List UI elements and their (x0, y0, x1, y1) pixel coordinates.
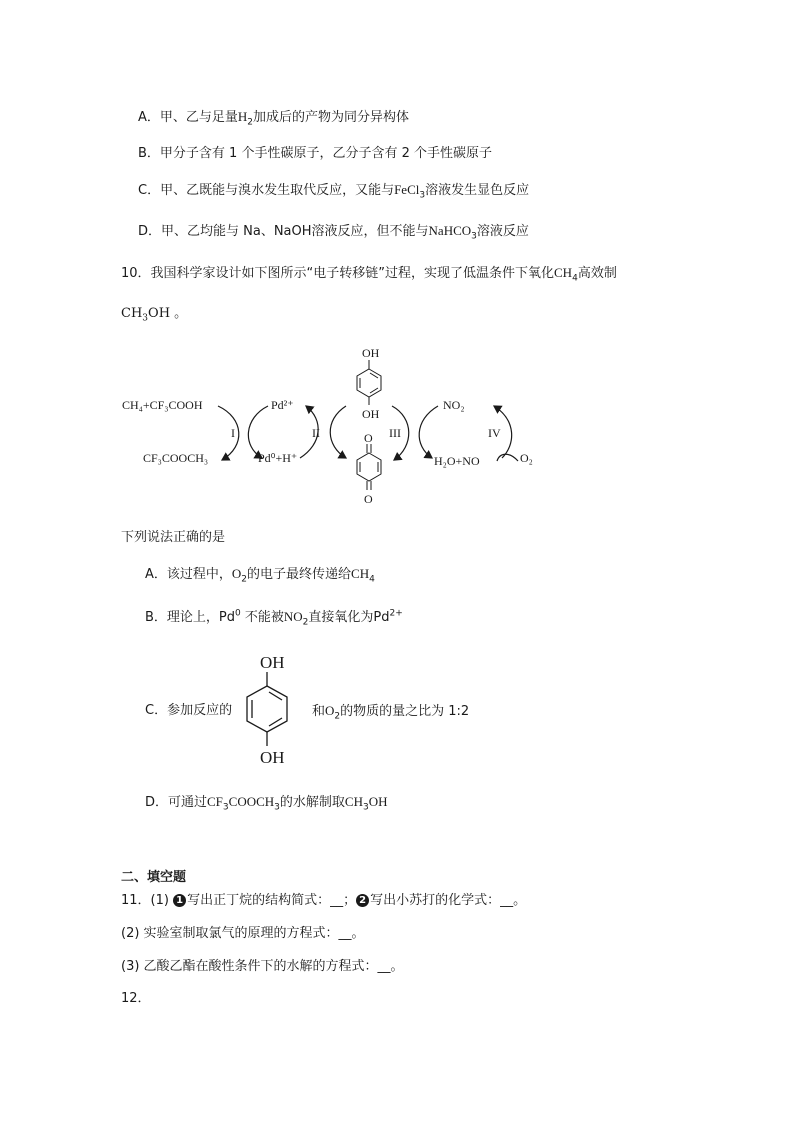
c-oh-bottom: OH (260, 748, 285, 767)
q10-d-f4: OH (368, 794, 388, 809)
label-ch4-cf3cooh: CH₄+CF₃COOH (122, 398, 203, 412)
circled-number-2: 2 (356, 894, 369, 907)
q10-d-text: D．可通过 (145, 795, 208, 810)
label-o-bottom: O (364, 492, 373, 506)
q9-c-text: C．甲、乙既能与溴水发生取代反应，又能与 (138, 183, 395, 198)
label-h2o-no: H₂O+NO (434, 454, 480, 468)
q10-a-text: A．该过程中， (145, 567, 232, 582)
label-step1: I (231, 426, 235, 440)
q10-stem2-f2: OH (148, 306, 171, 321)
q10-d-s3: 3 (362, 802, 369, 813)
q11-2-text: 写出小苏打的化学式：__。 (370, 893, 527, 908)
q10-b-mid2: 直接氧化为Pd (308, 610, 390, 625)
q10-d-mid: 的水解制取 (279, 795, 345, 810)
arrow-o2-entry (497, 454, 518, 461)
q10-c-mid: 和 (312, 704, 326, 719)
circled-number-1: 1 (173, 894, 186, 907)
q10-b-sup2: 2+ (389, 608, 403, 619)
q10-d-f1: CF (207, 794, 223, 809)
hydroquinone-structure (232, 650, 312, 770)
ring-hydroquinone (357, 369, 381, 397)
q10-a-s2: 4 (369, 574, 375, 585)
q10-option-b (145, 608, 403, 627)
q10-stem2-sub: 3 (142, 313, 149, 324)
c-oh-top: OH (260, 653, 285, 672)
q11-part1 (121, 892, 526, 910)
label-pd2: Pd²⁺ (271, 398, 294, 412)
label-step2: II (312, 426, 320, 440)
q9-d-text: D．甲、乙均能与 Na、NaOH溶液反应，但不能与 (138, 224, 429, 239)
section-title: 二、填空题 (121, 870, 187, 885)
q10-b-mid: 不能被 (240, 610, 284, 625)
label-no2: NO₂ (443, 398, 465, 412)
label-step4: IV (488, 426, 501, 440)
q10-option-c-label: C．参加反应的 (145, 703, 233, 718)
arrow-step1-left (218, 406, 239, 460)
q9-d-formula: NaHCO (428, 223, 472, 238)
q11-1-text: 写出正丁烷的结构简式：__； (187, 893, 357, 908)
q10-stem2-rest: 。 (170, 306, 188, 321)
label-oh-bottom: OH (362, 407, 380, 421)
q12-number: 12． (121, 991, 151, 1006)
q9-d-sub: 3 (471, 231, 477, 242)
q10-stem-text: 10．我国科学家设计如下图所示“电子转移链”过程，实现了低温条件下氧化 (121, 266, 555, 281)
q10-d-s2: 3 (274, 802, 280, 813)
q10-stem-sub: 4 (572, 273, 578, 284)
q10-b-sub: 2 (302, 617, 309, 628)
q10-prompt: 下列说法正确的是 (121, 530, 226, 545)
q10-option-d (145, 793, 388, 812)
q10-stem-rest: 高效制 (577, 266, 617, 281)
q9-c-formula: FeCl (394, 182, 420, 197)
arrow-step3-right (419, 406, 438, 458)
q9-a-formula: H (237, 109, 248, 124)
q11-part2: (2) 实验室制取氯气的原理的方程式：__。 (121, 926, 365, 941)
ring-benzoquinone (357, 453, 381, 481)
q10-d-f3: CH (344, 794, 363, 809)
q10-a-mid: 的电子最终传递给 (247, 567, 352, 582)
q10-d-s1: 3 (222, 802, 229, 813)
q10-c-sub: 2 (334, 711, 341, 722)
q10-b-text: B．理论上，Pd (145, 610, 236, 625)
label-o2: O₂ (520, 451, 533, 465)
q10-c-rest: 的物质的量之比为 1:2 (340, 704, 470, 719)
q11-part3: (3) 乙酸乙酯在酸性条件下的水解的方程式：__。 (121, 959, 404, 974)
q9-a-rest: 加成后的产物为同分异构体 (253, 110, 410, 125)
q10-d-f2: COOCH (228, 794, 275, 809)
q10-a-s1: 2 (241, 574, 248, 585)
q10-option-a (145, 565, 375, 584)
q9-b-text: B．甲分子含有 1 个手性碳原子，乙分子含有 2 个手性碳原子 (138, 146, 492, 161)
q9-c-sub: 3 (419, 190, 426, 201)
label-step3: III (389, 426, 401, 440)
label-pd0-h: Pd⁰+H⁺ (258, 451, 298, 465)
q9-c-rest: 溶液发生显色反应 (425, 183, 530, 198)
q9-d-rest: 溶液反应 (476, 224, 529, 239)
q10-a-f2: CH (351, 566, 370, 581)
q9-a-text: A．甲、乙与足量 (138, 110, 238, 125)
q9-a-sub: 2 (247, 117, 254, 128)
label-oh-top: OH (362, 346, 380, 360)
q10-stem2-f1: CH (121, 306, 143, 321)
q10-stem-formula: CH (554, 265, 573, 280)
q11-prefix: 11．(1) (121, 893, 174, 908)
q10-c-formula: O (325, 703, 335, 718)
q10-b-sup1: 0 (235, 608, 241, 619)
q10-b-formula: NO (283, 609, 303, 624)
q10-a-f1: O (231, 566, 242, 581)
q10-option-c-rest (312, 702, 469, 721)
electron-transfer-diagram (0, 0, 794, 530)
label-cf3cooch3: CF₃COOCH₃ (143, 451, 209, 465)
c-ring (247, 686, 287, 732)
arrow-step2-right (330, 406, 346, 458)
label-o-top: O (364, 431, 373, 445)
